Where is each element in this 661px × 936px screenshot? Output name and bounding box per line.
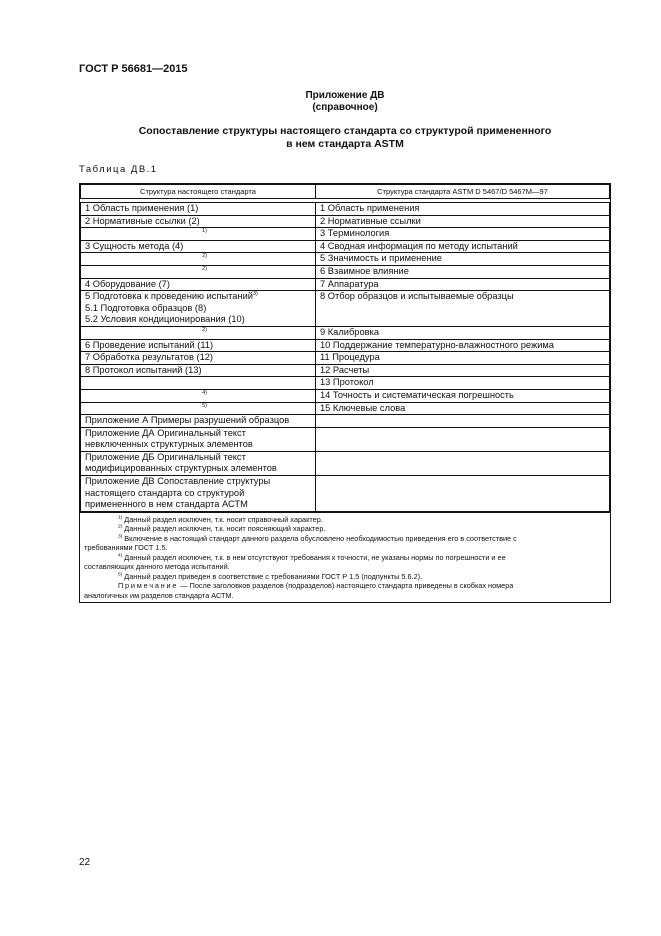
table-row	[81, 240, 610, 253]
footnote-continuation: требованиями ГОСТ 1.5.	[84, 543, 168, 553]
footnote	[84, 553, 606, 563]
table-row	[81, 377, 610, 390]
footnote	[84, 515, 606, 525]
table-row	[81, 291, 610, 327]
table-row	[81, 339, 610, 352]
table-cell-left	[81, 415, 316, 428]
table-cell-text	[85, 314, 311, 326]
table-cell-right	[316, 476, 610, 512]
annex-subtitle: (справочное)	[312, 102, 378, 113]
footnote-mark: 3)	[118, 534, 123, 540]
table-row	[81, 278, 610, 291]
table-cell-text-value: 5.1 Подготовка образцов (8)	[85, 302, 207, 313]
table-cell-left	[81, 228, 316, 241]
table-row	[81, 402, 610, 415]
table-cell-left	[81, 278, 316, 291]
table-cell-left	[81, 203, 316, 216]
table-cell-text-value: Приложение А Примеры разрушений образцов	[85, 415, 290, 426]
table-cell-text	[85, 203, 311, 215]
table-cell-right	[316, 415, 610, 428]
footnote-reference: 4)	[202, 389, 207, 396]
table-cell-text-value: 8 Протокол испытаний (13)	[85, 364, 202, 375]
table-cell-text-value: Приложение ДА Оригинальный текст	[85, 427, 246, 438]
table-cell-right: 11 Процедура	[316, 352, 610, 365]
document-header: ГОСТ Р 56681—2015	[79, 63, 188, 75]
footnote-text: Данный раздел исключен, т.к. в нем отсутствуют требования к точности, не указаны нормы по погрешности и ее	[124, 552, 506, 562]
table-row	[81, 352, 610, 365]
table-cell-right: 7 Аппаратура	[316, 278, 610, 291]
footnote-mark: 2)	[118, 524, 123, 530]
table-cell-text	[85, 428, 311, 440]
table-cell-text	[85, 216, 311, 228]
table-cell-left	[81, 364, 316, 377]
table-caption: Таблица ДВ.1	[79, 164, 158, 175]
table-note	[84, 581, 606, 591]
table-cell-right: 2 Нормативные ссылки	[316, 215, 610, 228]
table-cell-left	[81, 377, 316, 390]
table-footnotes	[80, 512, 610, 603]
footnote-reference: 5)	[202, 402, 207, 409]
table-cell-text	[85, 303, 311, 315]
table-cell-text	[85, 463, 311, 475]
table-cell-left	[81, 352, 316, 365]
table-row	[81, 253, 610, 266]
table-cell-text	[85, 439, 311, 451]
table-cell-text-value: 4 Оборудование (7)	[85, 278, 170, 289]
table-cell-right: 4 Сводная информация по методу испытаний	[316, 240, 610, 253]
table-cell-right	[316, 451, 610, 475]
table-cell-text-value: 6 Проведение испытаний (11)	[85, 339, 214, 350]
footnote	[84, 572, 606, 582]
table-row	[81, 326, 610, 339]
footnote-reference: 2)	[202, 265, 207, 272]
table-cell-left	[81, 389, 316, 402]
page-number: 22	[79, 857, 91, 868]
table-cell-left	[81, 451, 316, 475]
table-cell-right: 8 Отбор образцов и испытываемые образцы	[316, 291, 610, 327]
table-note-continuation: аналогичных им разделов стандарта АСТМ.	[84, 590, 234, 600]
table-cell-left	[81, 291, 316, 327]
table-row	[81, 364, 610, 377]
table-row	[81, 215, 610, 228]
table-cell-right: 5 Значимость и применение	[316, 253, 610, 266]
table-cell-left	[81, 253, 316, 266]
table-cell-text-value: 2 Нормативные ссылки (2)	[85, 215, 200, 226]
table-cell-left	[81, 326, 316, 339]
footnote-reference: 2)	[202, 326, 207, 333]
table-cell-text	[85, 365, 311, 377]
table-cell-right: 15 Ключевые слова	[316, 402, 610, 415]
table-cell-text	[85, 291, 311, 303]
table-cell-text-value: модифицированных структурных элементов	[85, 463, 277, 474]
footnote-text: Включение в настоящий стандарт данного раздела обусловлено необходимостью приведения его в соответствие с	[124, 533, 517, 543]
table-cell-left	[81, 265, 316, 278]
table-cell-left	[81, 476, 316, 512]
table-cell-right: 6 Взаимное влияние	[316, 265, 610, 278]
table-cell-right: 13 Протокол	[316, 377, 610, 390]
table-cell-right: 12 Расчеты	[316, 364, 610, 377]
footnote-continuation: составляющих данного метода испытаний.	[84, 562, 230, 572]
table-row	[81, 415, 610, 428]
table-cell-right: 1 Область применения	[316, 203, 610, 216]
table-cell-left	[81, 240, 316, 253]
footnote-mark: 5)	[118, 572, 123, 578]
table-row	[81, 389, 610, 402]
table-row	[81, 203, 610, 216]
footnote-reference: 2)	[202, 253, 207, 260]
note-text: — После заголовков разделов (подразделов) настоящего стандарта приведены в скобках номера	[178, 581, 514, 591]
table-cell-text	[85, 452, 311, 464]
table-cell-left	[81, 402, 316, 415]
table-cell-right: 9 Калибровка	[316, 326, 610, 339]
table-cell-text-value: Приложение ДБ Оригинальный текст	[85, 451, 246, 462]
table-cell-text	[85, 241, 311, 253]
footnote-mark: 4)	[118, 553, 123, 559]
section-title-line-2: в нем стандарта ASTM	[286, 138, 404, 150]
table-cell-text	[85, 499, 311, 511]
table-cell-text-value: 3 Сущность метода (4)	[85, 240, 184, 251]
table-cell-text	[85, 488, 311, 500]
table-cell-left	[81, 427, 316, 451]
column-header-right: Структура стандарта ASTM D 5467/D 5467M—97	[316, 185, 610, 199]
table-cell-left	[81, 339, 316, 352]
footnote-text: Данный раздел исключен, т.к. носит справочный характер.	[124, 514, 323, 524]
column-header-left: Структура настоящего стандарта	[81, 185, 316, 199]
table-cell-left	[81, 215, 316, 228]
table-cell-right: 14 Точность и систематическая погрешность	[316, 389, 610, 402]
table-cell-text-value: 7 Обработка результатов (12)	[85, 352, 214, 363]
footnote-reference: 1)	[202, 228, 207, 235]
table-cell-text-value: 5.2 Условия кондиционирования (10)	[85, 314, 245, 325]
table-cell-right: 3 Терминология	[316, 228, 610, 241]
table-cell-text-value: 5 Подготовка к проведению испытаний	[85, 291, 253, 302]
table-cell-text-value: 1 Область применения (1)	[85, 203, 199, 213]
table-row	[81, 427, 610, 451]
table-row	[81, 228, 610, 241]
table-cell-text	[85, 415, 311, 427]
table-cell-text-value: невключенных структурных элементов	[85, 439, 253, 450]
footnote-text: Данный раздел исключен, т.к. носит поясняющий характер.	[124, 524, 326, 534]
footnote-mark: 1)	[118, 515, 123, 521]
comparison-table	[79, 183, 611, 603]
section-title-line-1: Сопоставление структуры настоящего стандарта со структурой примененного	[138, 125, 552, 137]
section-title	[79, 125, 611, 151]
annex-title: Приложение ДВ	[305, 90, 385, 101]
table-cell-text-value: Приложение ДВ Сопоставление структуры	[85, 476, 271, 487]
footnote-text: Данный раздел приведен в соответствие с требованиями ГОСТ Р 1.5 (подпункты 5.6.2).	[124, 571, 423, 581]
table-cell-right: 10 Поддержание температурно-влажностного режима	[316, 339, 610, 352]
table-cell-text	[85, 279, 311, 291]
table-cell-text	[85, 352, 311, 364]
table-cell-text-value: примененного в нем стандарта АСТМ	[85, 499, 248, 510]
footnote-reference: 3)	[252, 291, 258, 298]
table-cell-right	[316, 427, 610, 451]
table-cell-text	[85, 476, 311, 488]
table-cell-text-value: настоящего стандарта со структурой	[85, 487, 245, 498]
table-row	[81, 451, 610, 475]
table-row	[81, 476, 610, 512]
note-label: Примечание	[118, 581, 179, 591]
footnote	[84, 534, 606, 544]
table-cell-text	[85, 340, 311, 352]
table-row	[81, 265, 610, 278]
footnote	[84, 524, 606, 534]
